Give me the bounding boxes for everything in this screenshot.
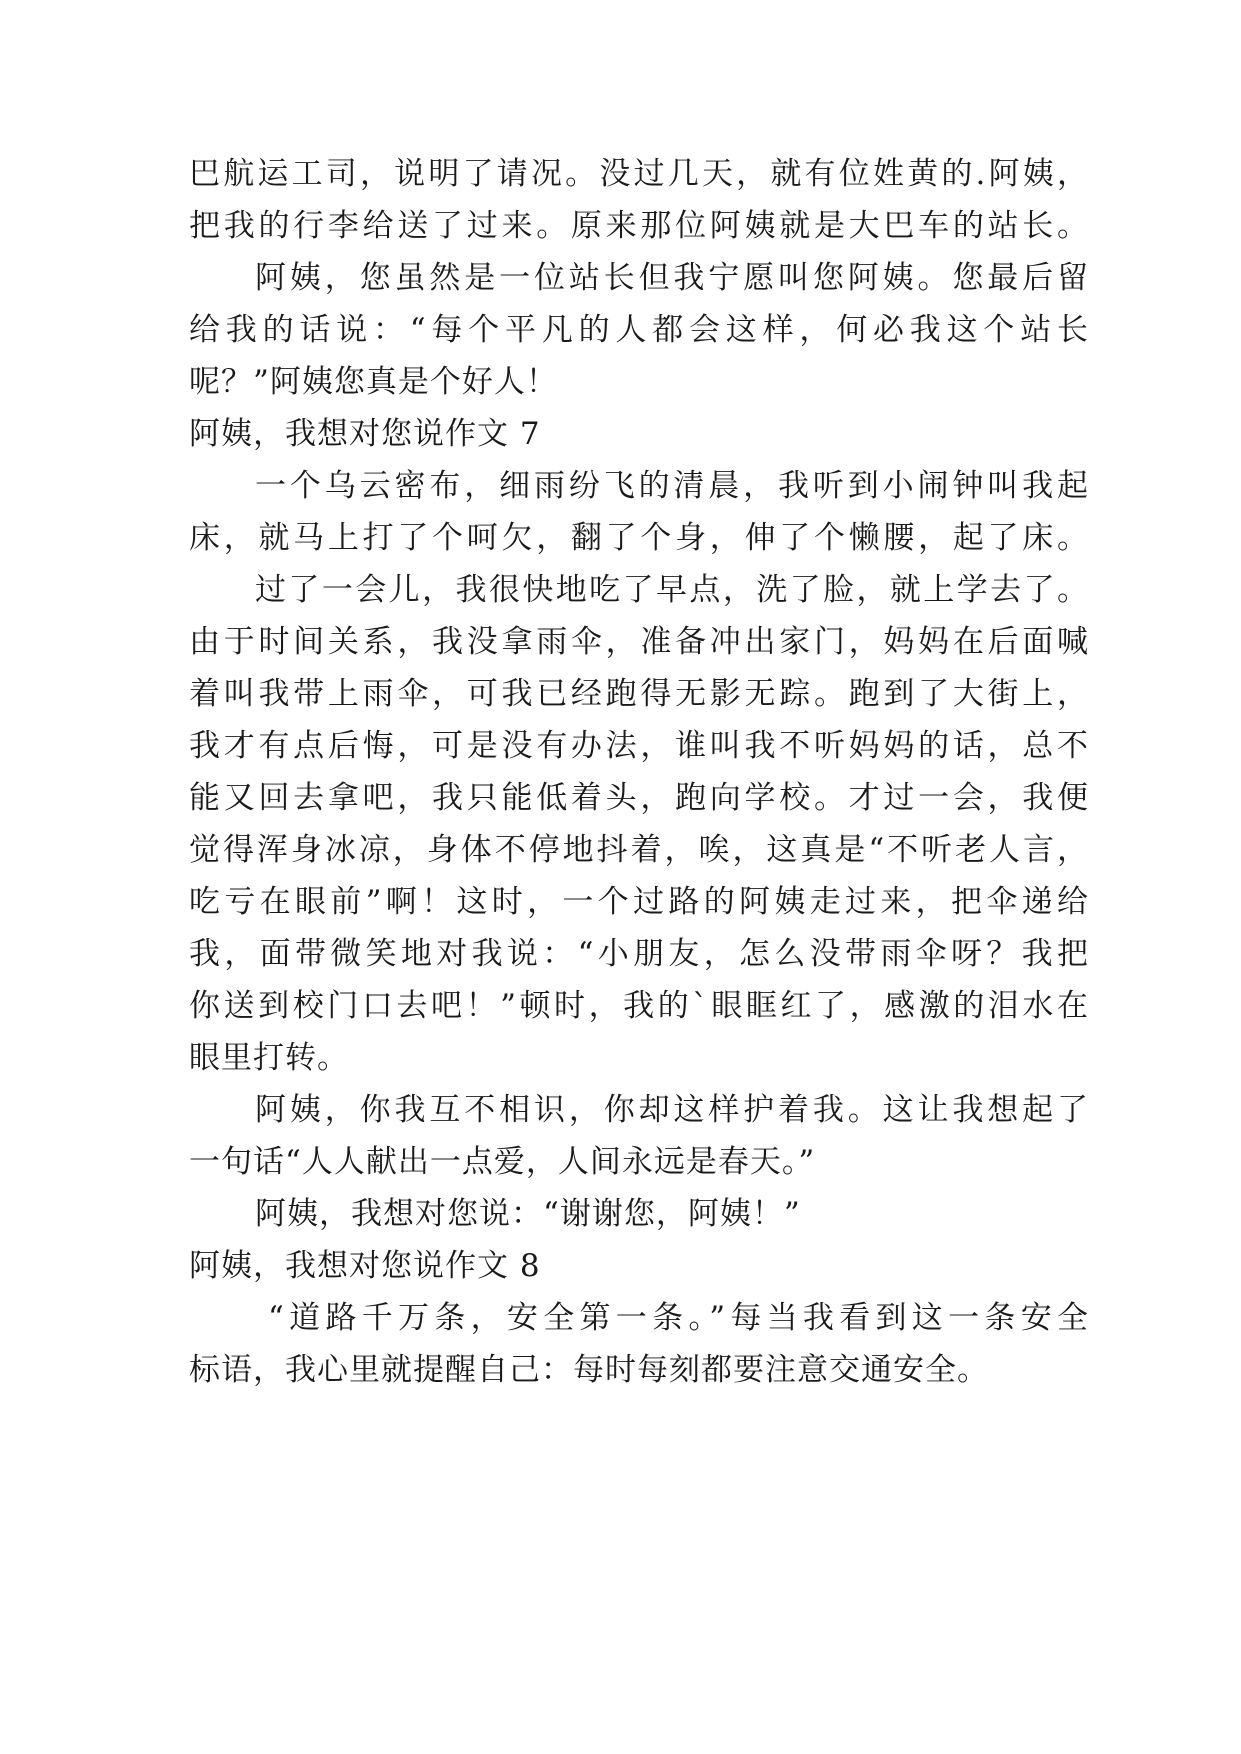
text-line: 我，面带微笑地对我说：“小朋友，怎么没带雨伞呀？我把 (189, 936, 1089, 972)
text-line: 呢？”阿姨您真是个好人！ (189, 364, 558, 400)
text-line: 把我的行李给送了过来。原来那位阿姨就是大巴车的站长。 (189, 208, 1089, 244)
text-line: 着叫我带上雨伞，可我已经跑得无影无踪。跑到了大街上， (189, 676, 1089, 712)
text-line: 巴航运工司，说明了请况。没过几天，就有位姓黄的.阿姨， (189, 156, 1089, 192)
text-line: 眼里打转。 (189, 1040, 349, 1076)
text-line: 给我的话说：“每个平凡的人都会这样，何必我这个站长 (189, 312, 1089, 348)
paragraph-first-line: 阿姨，您虽然是一位站长但我宁愿叫您阿姨。您最后留 (255, 260, 1089, 296)
paragraph-first-line: 过了一会儿，我很快地吃了早点，洗了脸，就上学去了。 (255, 572, 1089, 608)
text-line: 吃亏在眼前”啊！这时，一个过路的阿姨走过来，把伞递给 (189, 884, 1089, 920)
paragraph-first-line: 一个乌云密布，细雨纷飞的清晨，我听到小闹钟叫我起 (255, 468, 1089, 504)
paragraph-first-line: 阿姨，我想对您说：“谢谢您，阿姨！” (255, 1196, 801, 1232)
text-line: 由于时间关系，我没拿雨伞，准备冲出家门，妈妈在后面喊 (189, 624, 1089, 660)
text-line: 标语，我心里就提醒自己：每时每刻都要注意交通安全。 (189, 1352, 989, 1388)
paragraph-first-line: 阿姨，你我互不相识，你却这样护着我。这让我想起了 (255, 1092, 1089, 1128)
text-line: 觉得浑身冰凉，身体不停地抖着，唉，这真是“不听老人言， (189, 832, 1089, 868)
text-line: 能又回去拿吧，我只能低着头，跑向学校。才过一会，我便 (189, 780, 1089, 816)
text-line: 一句话“人人献出一点爱，人间永远是春天。” (189, 1144, 816, 1180)
section-heading: 阿姨，我想对您说作文 7 (189, 416, 541, 452)
text-line: 床，就马上打了个呵欠，翻了个身，伸了个懒腰，起了床。 (189, 520, 1089, 556)
paragraph-first-line: “道路千万条，安全第一条。”每当我看到这一条安全 (268, 1300, 1089, 1336)
text-line: 你送到校门口去吧！”顿时，我的`眼眶红了，感激的泪水在 (189, 988, 1089, 1024)
section-heading: 阿姨，我想对您说作文 8 (189, 1248, 541, 1284)
text-line: 我才有点后悔，可是没有办法，谁叫我不听妈妈的话，总不 (189, 728, 1089, 764)
